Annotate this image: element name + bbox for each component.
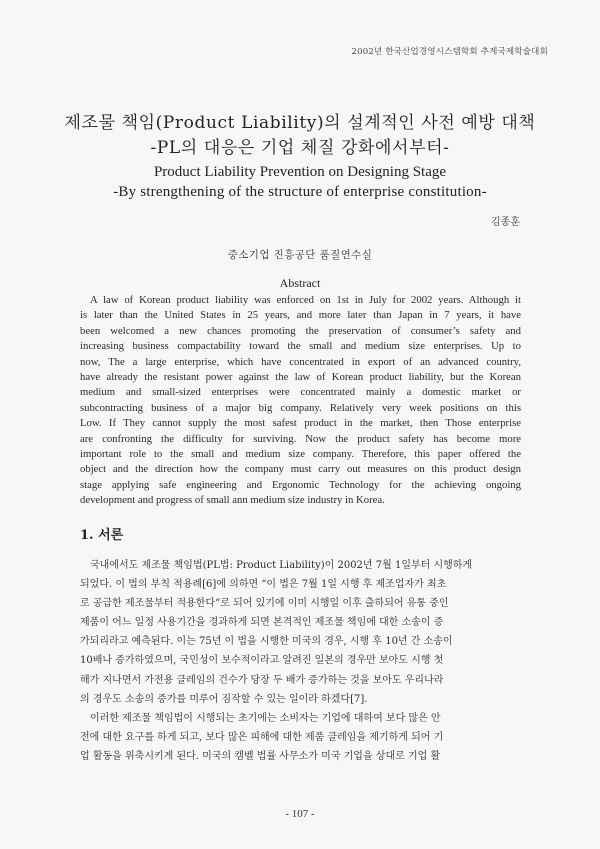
body-line: 이러한 제조물 책임법이 시행되는 초기에는 소비자는 기업에 대하여 보다 많은 안 [90,712,441,724]
abstract-line: increasing business compactability toward the small and medium size enterprises. Up to [80,340,521,353]
section-body [80,556,521,766]
body-line: 국내에서도 제조물 책임법(PL법: Product Liability)이 2002년 7월 1일부터 시행하게 [90,560,473,571]
body-line: 10배나 증가하였으며, 국민성이 보수적이라고 알려진 일본의 경우만 보아도 시행 첫 [80,655,444,667]
body-line: 업 활동을 위축시키게 된다. 미국의 캠벨 법률 사무소가 미국 기업을 상대로 기업 활 [80,750,441,762]
body-line: 로 공급한 제조물부터 적용한다”로 되어 있기에 이미 시행일 이후 출하되어 유통 중인 [80,598,449,610]
abstract-line: stage applying safe engineering and Ergonomic Technology for the achieving ongoing [80,478,521,491]
abstract-line: been welcomed a new chances promoting the preservation of consumer’s safety and [80,324,521,337]
abstract-line: now, The a large enterprise, which have concentrated in export of an advanced country, [80,355,521,368]
korean-title: 제조물 책임(Product Liability)의 설계적인 사전 예방 대책 [64,113,536,133]
abstract-line: Low. If They cannot supply the most safest product in the market, then Those enterprise [80,417,521,430]
author-name: 김종훈 [491,217,520,228]
page-number: - 107 - [285,808,315,820]
title-block [0,112,600,202]
section-heading: 1. 서론 [80,528,124,543]
body-line: 해가 지나면서 가전용 클레임의 건수가 당장 두 배가 증가하는 것을 보아도 우리나라 [80,674,444,686]
body-line: 전에 대한 요구를 하게 되고, 보다 많은 피해에 대한 제품 클레임을 제기하게 되어 기 [80,731,444,743]
english-subtitle: -By strengthening of the structure of enterprise constitution- [113,184,487,200]
body-line: 가되리라고 예측된다. 이는 75년 이 법을 시행한 미국의 경우, 시행 후 10년 간 소송이 [80,636,453,648]
korean-subtitle: -PL의 대응은 기업 체질 강화에서부터- [150,138,450,158]
conference-header: 2002년 한국산업경영시스템학회 추계국제학술대회 [351,47,548,57]
abstract-line: object and the direction how the company must carry out measures on this product design [80,463,521,476]
abstract-line: have already the resistant power against the law of Korean product liability, but the Korean [80,371,521,384]
abstract-line: A law of Korean product liability was enforced on 1st in July for 2002 years. Although it [90,294,521,306]
body-line: 되었다. 이 법의 부칙 적용례[6]에 의하면 “이 법은 7월 1일 시행 후 제조업자가 최초 [80,579,447,591]
english-title: Product Liability Prevention on Designing Stage [153,164,447,180]
abstract-line: development and progress of small ann medium size industry in Korea. [80,494,385,507]
abstract-line: medium and small-sized enterprises were concentrated mainly a domestic market or [80,386,521,399]
abstract-heading: Abstract [279,276,321,290]
abstract-line: subcontracting business of a major big company. Relatively very week positions on this [80,401,521,414]
abstract-line: is later than the United States in 25 years, and more later than Japan in 7 years, it have [80,309,521,322]
body-line: 제품이 어느 일정 사용기간을 경과하게 되면 본격적인 제조물 책임에 대한 소송이 증 [80,617,444,629]
author-affiliation: 중소기업 진흥공단 품질연수실 [227,249,373,261]
abstract-line: are confronting the difficulty for surviving. Now the product safety has become more [80,432,521,445]
body-line: 의 경우도 소송의 증가를 미루어 짐작할 수 있는 일이라 하겠다[7]. [80,693,368,705]
abstract-line: important role to the small and medium size company. Therefore, this paper offered the [80,448,521,461]
abstract-body [80,293,521,509]
